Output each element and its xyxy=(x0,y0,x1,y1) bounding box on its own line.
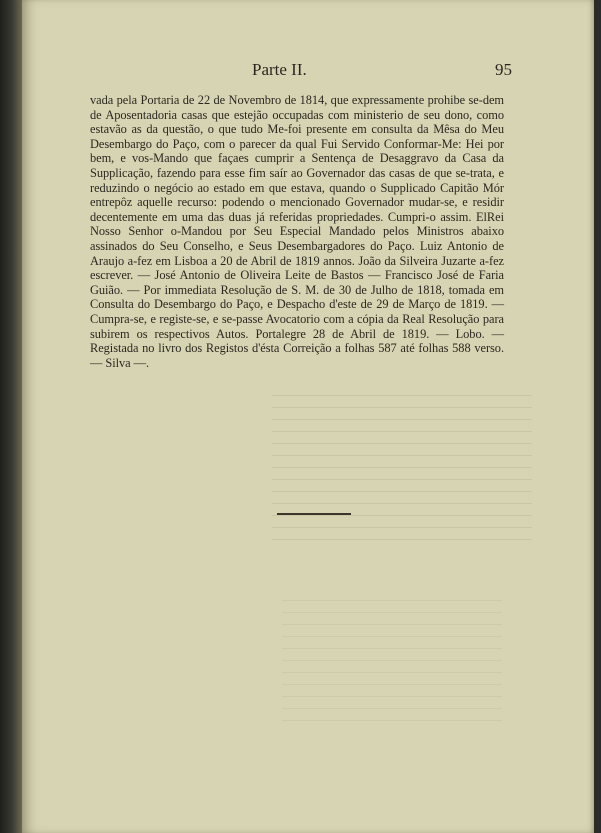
page-header xyxy=(252,60,512,86)
body-text xyxy=(90,93,504,370)
bleed-through-text-lower xyxy=(282,600,502,730)
end-rule-divider xyxy=(277,513,351,515)
book-spine-shadow xyxy=(0,0,22,833)
book-page xyxy=(22,0,594,833)
body-paragraph: vada pela Portaria de 22 de Novembro de 1814, que expressamente prohibe se-dem de Aposentadoria casas que estejão occupadas com ministerio de seu dono, como estavão as da questão, o que tudo Me-foi presente em consulta da Mêsa do Meu Desembargo do Paço, com o parecer da qual Fui Servido Conformar-Me: Hei por bem, e vos-Mando que façaes cumprir a Sentença de Desaggravo da Casa da Supplicação, fazendo para esse fim saír ao Governador das casas de que se-trata, e reduzindo o negócio ao estado em que estava, quando o Supplicado Capitão Mór entrepôz aquelle recurso: podendo o mencionado Governador mudar-se, e residir decentemente em uma das duas já referidas propriedades. Cumpri-o assim. ElRei Nosso Senhor o-Mandou por Seu Especial Mandado pelos Ministros abaixo assinados do Seu Conselho, e Seus Desembargadores do Paço. Luiz Antonio de Araujo a-fez em Lisboa a 20 de Abril de 1819 annos. João da Silveira Juzarte a-fez escrever. — José Antonio de Oliveira Leite de Bastos — Francisco José de Faria Guião. — Por immediata Resolução de S. M. de 30 de Julho de 1818, tomada em Consulta do Desembargo do Paço, e Despacho d'este de 29 de Março de 1819. — Cumpra-se, e registe-se, e se-passe Avocatorio com a cópia da Real Resolução para subirem os respectivos Autos. Portalegre 28 de Abril de 1819. — Lobo. — Registada no livro dos Registos d'ésta Correição a folhas 587 até folhas 588 verso. — Silva —. xyxy=(90,93,504,370)
page-number: 95 xyxy=(495,60,512,79)
bleed-through-text xyxy=(272,395,532,545)
section-title: Parte II. xyxy=(252,60,307,79)
